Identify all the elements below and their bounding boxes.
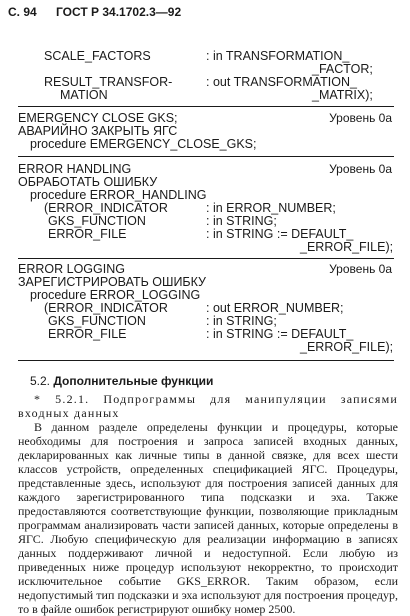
section-body [18, 392, 398, 616]
level-label: Уровень 0а [329, 262, 392, 276]
function-name-ru: АВАРИЙНО ЗАКРЫТЬ ЯГС [18, 124, 178, 138]
procedure-signature: procedure EMERGENCY_CLOSE_GKS; [30, 137, 257, 151]
param-name: (ERROR_INDICATOR [44, 301, 168, 315]
standard-id: ГОСТ Р 34.1702.3—92 [56, 5, 182, 19]
procedure-signature: procedure ERROR_HANDLING [30, 188, 207, 202]
procedure-signature: procedure ERROR_LOGGING [30, 288, 201, 302]
param-decl: : out TRANSFORMATION_ [206, 75, 357, 89]
page-number: С. 94 [8, 5, 37, 19]
param-decl: : in STRING := DEFAULT_ [206, 227, 354, 241]
param-decl: _ERROR_FILE); [300, 340, 394, 354]
divider [18, 156, 394, 157]
function-name: ERROR HANDLING [18, 162, 132, 176]
param-decl: : in STRING; [206, 314, 277, 328]
function-name-ru: ЗАРЕГИСТРИРОВАТЬ ОШИБКУ [18, 275, 206, 289]
section-heading: Дополнительные функции [53, 374, 214, 388]
divider [18, 258, 394, 259]
function-name-ru: ОБРАБОТАТЬ ОШИБКУ [18, 175, 158, 189]
param-name: ERROR_FILE [48, 227, 127, 241]
subsection-heading: * 5.2.1. Подпрограммы для манипуляции записями входных данных [18, 392, 398, 420]
section-title [30, 374, 213, 388]
param-name: RESULT_TRANSFOR- [44, 75, 173, 89]
param-decl: : in TRANSFORMATION_ [206, 49, 350, 63]
param-name: (ERROR_INDICATOR [44, 201, 168, 215]
param-name: SCALE_FACTORS [44, 49, 151, 63]
level-label: Уровень 0а [329, 111, 392, 125]
level-label: Уровень 0а [329, 162, 392, 176]
body-paragraph: В данном разделе определены функции и процедуры, которые необходимы для построения и запроса записей входных данных, декларированных как личные типы в данной связке, для всех шести классов устройств, определенных спецификацией ЯГС. Процедуры, представленные здесь, используют для построения записей данных для каждого зарегистрированного типа подсказки и эха. Также предоставляются соответствующие функции, позволяющие прикладным программам анализировать части записей данных, которые определены в ЯГС. Любую специфическую для реализации информацию в записях данных поддерживают личной и недоступной. Если любую из приведенных ниже процедур используют некорректно, то происходит исключительное событие GKS_ERROR. Таким образом, если недопустимый тип подсказки и эха используют для построения процедур, то в файле ошибок регистрируют ошибку номер 2500. [18, 420, 398, 616]
function-name: ERROR LOGGING [18, 262, 125, 276]
param-name: MATION [60, 88, 108, 102]
param-decl: _FACTOR; [312, 62, 373, 76]
param-name: ERROR_FILE [48, 327, 127, 341]
param-decl: _ERROR_FILE); [300, 240, 394, 254]
page-header [8, 5, 181, 19]
param-name: GKS_FUNCTION [48, 214, 146, 228]
param-decl: : in STRING; [206, 214, 277, 228]
param-decl: : in ERROR_NUMBER; [206, 201, 336, 215]
param-decl: : out ERROR_NUMBER; [206, 301, 344, 315]
param-name: GKS_FUNCTION [48, 314, 146, 328]
divider [18, 360, 394, 361]
param-decl: _MATRIX); [312, 88, 373, 102]
param-decl: : in STRING := DEFAULT_ [206, 327, 354, 341]
section-number: 5.2. [30, 374, 51, 388]
function-name: EMERGENCY CLOSE GKS; [18, 111, 178, 125]
divider [18, 106, 394, 107]
